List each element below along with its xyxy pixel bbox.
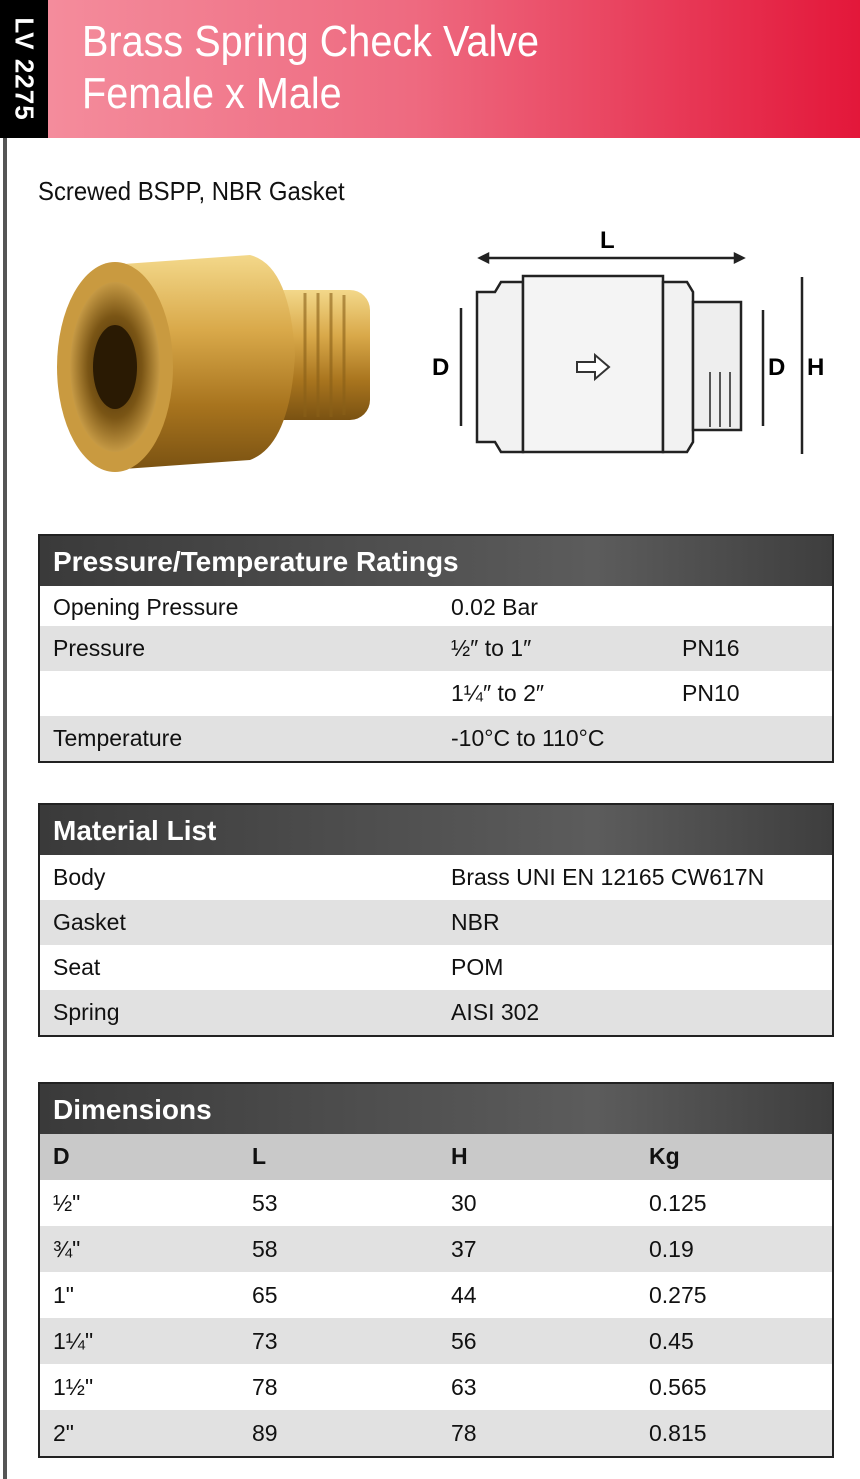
dimensions-table (38, 1082, 834, 1458)
cell: 0.45 (649, 1328, 694, 1354)
table-row (40, 1226, 832, 1272)
table-row (40, 626, 832, 671)
column-header: H (451, 1143, 468, 1169)
cell: 56 (451, 1328, 477, 1354)
cell: 1¼" (53, 1328, 94, 1354)
cell: PN10 (682, 680, 740, 706)
subtitle: Screwed BSPP, NBR Gasket (38, 176, 345, 206)
cell: ¾" (53, 1236, 81, 1262)
label-diameter-left: D (432, 354, 450, 381)
materials-title: Material List (40, 805, 832, 855)
cell: -10°C to 110°C (451, 725, 605, 751)
table-row (40, 716, 832, 761)
table-row (40, 586, 832, 626)
cell: 78 (451, 1420, 477, 1446)
ratings-table (38, 534, 834, 763)
title-line-2: Female x Male (82, 69, 342, 118)
cell: ½″ to 1″ (451, 635, 532, 661)
cell: 44 (451, 1282, 477, 1308)
cell: 0.815 (649, 1420, 707, 1446)
cell: 1¼″ to 2″ (451, 680, 545, 706)
title-line-1: Brass Spring Check Valve (82, 17, 540, 66)
cell: Brass UNI EN 12165 CW617N (451, 864, 765, 890)
label-diameter-right: D (768, 354, 786, 381)
cell: Gasket (53, 909, 126, 935)
product-code: LV 2275 (9, 17, 40, 121)
cell: AISI 302 (451, 999, 540, 1025)
cell: 1½" (53, 1374, 94, 1400)
cell: NBR (451, 909, 500, 935)
column-header: L (252, 1143, 267, 1169)
cell: 78 (252, 1374, 278, 1400)
cell: Temperature (53, 725, 183, 751)
side-rule (3, 138, 7, 1479)
cell: PN16 (682, 635, 740, 661)
table-row (40, 1180, 832, 1226)
title-banner (48, 0, 860, 138)
materials-table (38, 803, 834, 1037)
cell: 30 (451, 1190, 477, 1216)
cell: 58 (252, 1236, 278, 1262)
cell: Body (53, 864, 106, 890)
cell: Opening Pressure (53, 594, 239, 620)
cell: 0.02 Bar (451, 594, 538, 620)
cell: 73 (252, 1328, 278, 1354)
cell: POM (451, 954, 504, 980)
table-row (40, 1272, 832, 1318)
table-row (40, 990, 832, 1035)
cell: 53 (252, 1190, 278, 1216)
cell: 63 (451, 1374, 477, 1400)
cell: 0.19 (649, 1236, 694, 1262)
cell: ½" (53, 1190, 81, 1216)
table-row (40, 1318, 832, 1364)
table-header-row (40, 1134, 832, 1180)
cell: 0.565 (649, 1374, 707, 1400)
table-row (40, 855, 832, 900)
dimensions-body (40, 1180, 832, 1456)
cell: Seat (53, 954, 101, 980)
page-title (82, 16, 539, 120)
valve-photo (50, 245, 380, 480)
table-row (40, 671, 832, 716)
ratings-title: Pressure/Temperature Ratings (40, 536, 832, 586)
cell: 1" (53, 1282, 74, 1308)
product-code-strip (0, 0, 48, 138)
cell: Pressure (53, 635, 146, 661)
table-row (40, 945, 832, 990)
cell: 0.275 (649, 1282, 707, 1308)
table-row (40, 1410, 832, 1456)
cell: Spring (53, 999, 120, 1025)
label-length: L (600, 227, 615, 254)
table-row (40, 900, 832, 945)
cell: 65 (252, 1282, 278, 1308)
cell: 89 (252, 1420, 278, 1446)
dimension-diagram (425, 222, 825, 462)
cell: 0.125 (649, 1190, 707, 1216)
table-row (40, 1364, 832, 1410)
cell: 2" (53, 1420, 74, 1446)
column-header: D (53, 1143, 70, 1169)
dimensions-title: Dimensions (40, 1084, 832, 1134)
column-header: Kg (649, 1143, 680, 1169)
cell: 37 (451, 1236, 477, 1262)
label-height: H (807, 354, 825, 381)
